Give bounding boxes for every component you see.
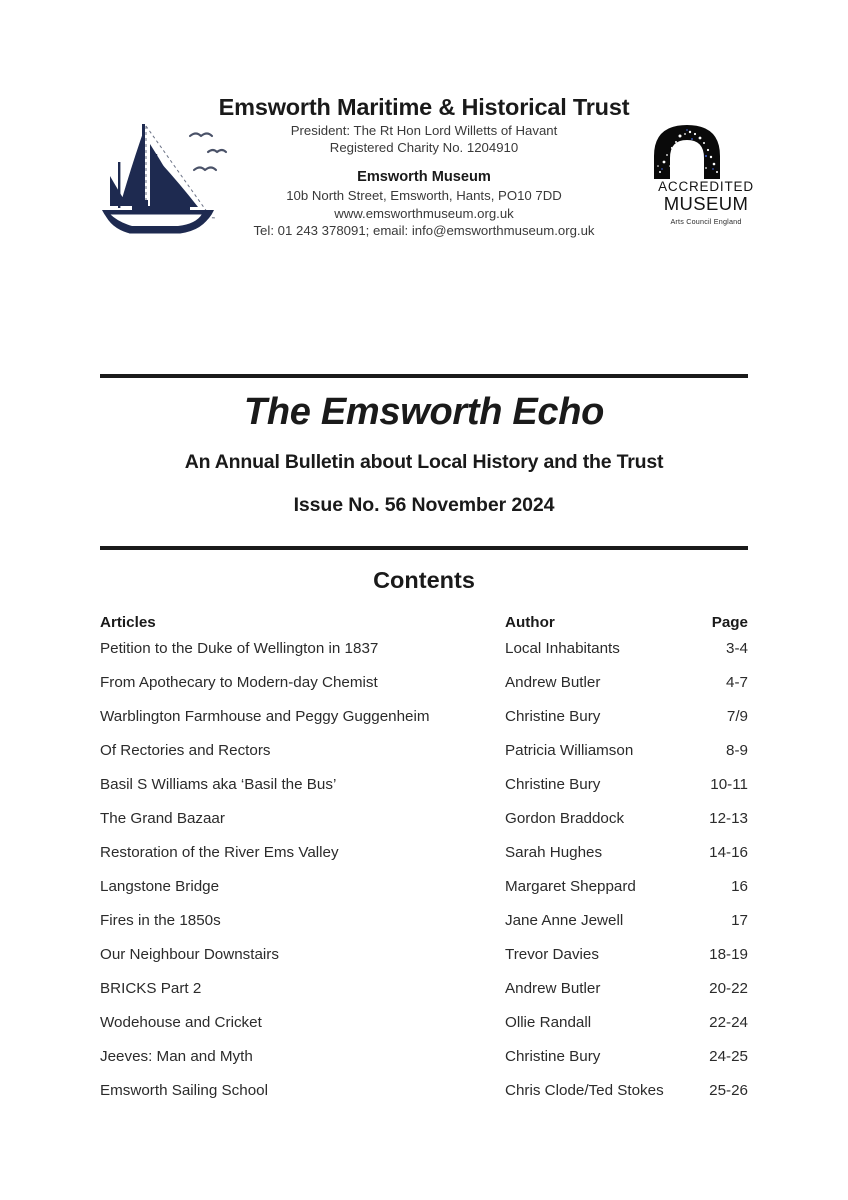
title-rule-top (100, 374, 748, 378)
article-title: Wodehouse and Cricket (100, 1014, 262, 1031)
article-page: 16 (731, 878, 748, 895)
article-author: Margaret Sheppard (505, 878, 636, 895)
article-page: 12-13 (709, 810, 748, 827)
table-row (100, 912, 748, 946)
article-author: Sarah Hughes (505, 844, 603, 861)
table-row (100, 742, 748, 776)
article-title: Fires in the 1850s (100, 912, 221, 929)
museum-website: www.emsworthmuseum.org.uk (334, 205, 514, 221)
article-author: Christine Bury (505, 1048, 601, 1065)
museum-name: Emsworth Museum (357, 169, 491, 185)
issue-line: Issue No. 56 November 2024 (293, 494, 555, 516)
article-page: 17 (731, 912, 748, 929)
trust-president: President: The Rt Hon Lord Willetts of Havant (290, 123, 558, 138)
masthead (0, 92, 848, 252)
article-page: 7/9 (726, 708, 748, 725)
article-title: Langstone Bridge (100, 878, 220, 895)
article-author: Jane Anne Jewell (505, 912, 624, 929)
table-row (100, 980, 748, 1014)
article-author: Gordon Braddock (505, 810, 625, 827)
article-title: Restoration of the River Ems Valley (100, 844, 339, 861)
arch-icon (650, 122, 762, 180)
table-row (100, 1014, 748, 1048)
trust-charity-number: Registered Charity No. 1204910 (329, 140, 519, 155)
column-header-articles: Articles (100, 614, 156, 631)
table-row (100, 708, 748, 742)
article-title: From Apothecary to Modern-day Chemist (100, 674, 378, 691)
article-title: Our Neighbour Downstairs (100, 946, 279, 963)
article-title: BRICKS Part 2 (100, 980, 202, 997)
article-page: 25-26 (709, 1082, 748, 1099)
article-title: The Grand Bazaar (100, 810, 225, 827)
museum-contact: Tel: 01 243 378091; email: info@emsworthmuseum.org.uk (253, 223, 595, 238)
article-author: Ollie Randall (505, 1014, 592, 1031)
article-title: Emsworth Sailing School (100, 1082, 268, 1099)
article-author: Christine Bury (505, 776, 601, 793)
article-author: Andrew Butler (505, 674, 601, 691)
contents-table-body (100, 640, 748, 1116)
contents-heading: Contents (373, 567, 475, 593)
article-page: 18-19 (709, 946, 748, 963)
table-row (100, 1082, 748, 1116)
article-title: Warblington Farmhouse and Peggy Guggenheim (100, 708, 430, 725)
article-page: 8-9 (726, 742, 748, 759)
table-row (100, 674, 748, 708)
contents-table (100, 614, 748, 1116)
table-row (100, 946, 748, 980)
museum-label: MUSEUM (663, 193, 749, 214)
trust-name: Emsworth Maritime & Historical Trust (218, 94, 630, 120)
article-page: 14-16 (709, 844, 748, 861)
table-row (100, 878, 748, 912)
article-author: Andrew Butler (505, 980, 601, 997)
page-title: The Emsworth Echo (243, 391, 605, 433)
article-title: Of Rectories and Rectors (100, 742, 271, 759)
article-title: Petition to the Duke of Wellington in 1837 (100, 640, 379, 657)
article-author: Chris Clode/Ted Stokes (505, 1082, 664, 1099)
accredited-label: ACCREDITED (658, 179, 754, 194)
column-header-page: Page (711, 614, 748, 631)
article-page: 24-25 (709, 1048, 748, 1065)
article-page: 3-4 (726, 640, 748, 657)
arts-council-label: Arts Council England (670, 217, 742, 226)
article-page: 4-7 (726, 674, 748, 691)
masthead-text (218, 92, 630, 240)
table-row (100, 810, 748, 844)
column-header-author: Author (505, 614, 555, 631)
article-page: 20-22 (709, 980, 748, 997)
sailing-boat-logo (98, 110, 234, 242)
table-row (100, 844, 748, 878)
article-author: Trevor Davies (505, 946, 599, 963)
table-row (100, 776, 748, 810)
article-page: 22-24 (709, 1014, 748, 1031)
museum-address: 10b North Street, Emsworth, Hants, PO10 7DD (286, 188, 562, 203)
title-block (100, 386, 748, 518)
table-row (100, 1048, 748, 1082)
article-page: 10-11 (710, 776, 748, 793)
article-author: Christine Bury (505, 708, 601, 725)
article-title: Jeeves: Man and Myth (100, 1048, 253, 1065)
table-row (100, 640, 748, 674)
table-header-row (100, 614, 748, 640)
page-subtitle: An Annual Bulletin about Local History and the Trust (184, 451, 664, 473)
title-rule-bottom (100, 546, 748, 550)
article-author: Local Inhabitants (505, 640, 620, 657)
article-title: Basil S Williams aka ‘Basil the Bus’ (100, 776, 337, 793)
accredited-museum-logo (650, 122, 762, 226)
article-author: Patricia Williamson (505, 742, 634, 759)
